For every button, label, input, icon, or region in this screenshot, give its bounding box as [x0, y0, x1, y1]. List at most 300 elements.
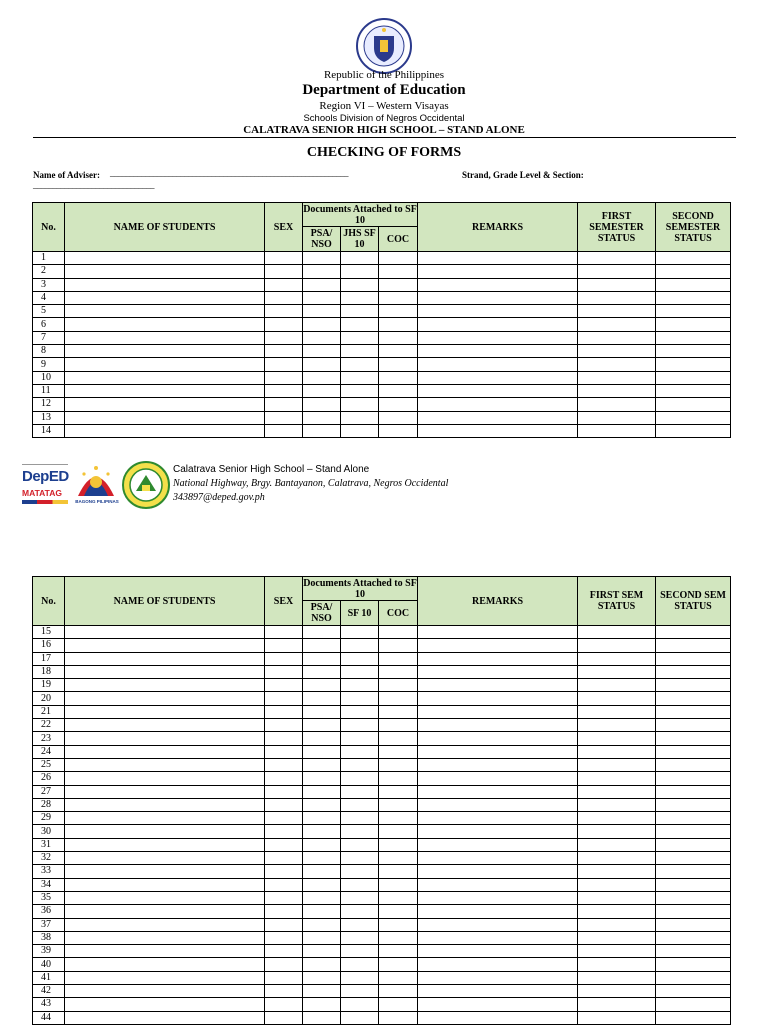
blank-cell[interactable] — [65, 998, 265, 1011]
blank-cell[interactable] — [379, 411, 418, 424]
blank-cell[interactable] — [418, 838, 578, 851]
blank-cell[interactable] — [379, 852, 418, 865]
blank-cell[interactable] — [379, 785, 418, 798]
blank-cell[interactable] — [656, 358, 731, 371]
blank-cell[interactable] — [303, 825, 341, 838]
blank-cell[interactable] — [65, 692, 265, 705]
blank-cell[interactable] — [65, 745, 265, 758]
blank-cell[interactable] — [341, 331, 379, 344]
blank-cell[interactable] — [656, 958, 731, 971]
blank-cell[interactable] — [578, 772, 656, 785]
blank-cell[interactable] — [578, 838, 656, 851]
blank-cell[interactable] — [379, 639, 418, 652]
blank-cell[interactable] — [418, 331, 578, 344]
blank-cell[interactable] — [379, 626, 418, 639]
blank-cell[interactable] — [341, 411, 379, 424]
blank-cell[interactable] — [65, 411, 265, 424]
blank-cell[interactable] — [379, 305, 418, 318]
blank-cell[interactable] — [65, 679, 265, 692]
blank-cell[interactable] — [303, 345, 341, 358]
blank-cell[interactable] — [65, 305, 265, 318]
blank-cell[interactable] — [265, 985, 303, 998]
blank-cell[interactable] — [379, 918, 418, 931]
blank-cell[interactable] — [578, 918, 656, 931]
blank-cell[interactable] — [303, 905, 341, 918]
blank-cell[interactable] — [65, 825, 265, 838]
blank-cell[interactable] — [578, 812, 656, 825]
blank-cell[interactable] — [418, 278, 578, 291]
blank-cell[interactable] — [578, 958, 656, 971]
blank-cell[interactable] — [341, 318, 379, 331]
blank-cell[interactable] — [265, 305, 303, 318]
blank-cell[interactable] — [303, 665, 341, 678]
blank-cell[interactable] — [656, 825, 731, 838]
blank-cell[interactable] — [656, 905, 731, 918]
blank-cell[interactable] — [265, 865, 303, 878]
blank-cell[interactable] — [578, 985, 656, 998]
blank-cell[interactable] — [65, 732, 265, 745]
blank-cell[interactable] — [379, 905, 418, 918]
blank-cell[interactable] — [379, 705, 418, 718]
blank-cell[interactable] — [656, 985, 731, 998]
blank-cell[interactable] — [656, 745, 731, 758]
blank-cell[interactable] — [656, 411, 731, 424]
blank-cell[interactable] — [656, 971, 731, 984]
blank-cell[interactable] — [265, 1011, 303, 1024]
blank-cell[interactable] — [303, 318, 341, 331]
blank-cell[interactable] — [578, 719, 656, 732]
blank-cell[interactable] — [65, 891, 265, 904]
blank-cell[interactable] — [418, 252, 578, 265]
blank-cell[interactable] — [65, 905, 265, 918]
blank-cell[interactable] — [379, 812, 418, 825]
blank-cell[interactable] — [656, 732, 731, 745]
blank-cell[interactable] — [379, 985, 418, 998]
blank-cell[interactable] — [341, 1011, 379, 1024]
blank-cell[interactable] — [578, 692, 656, 705]
blank-cell[interactable] — [265, 679, 303, 692]
blank-cell[interactable] — [265, 265, 303, 278]
blank-cell[interactable] — [303, 384, 341, 397]
blank-cell[interactable] — [303, 878, 341, 891]
blank-cell[interactable] — [656, 812, 731, 825]
blank-cell[interactable] — [578, 945, 656, 958]
blank-cell[interactable] — [265, 639, 303, 652]
blank-cell[interactable] — [65, 291, 265, 304]
blank-cell[interactable] — [379, 931, 418, 944]
blank-cell[interactable] — [379, 371, 418, 384]
blank-cell[interactable] — [656, 252, 731, 265]
blank-cell[interactable] — [65, 424, 265, 437]
blank-cell[interactable] — [656, 865, 731, 878]
blank-cell[interactable] — [65, 345, 265, 358]
blank-cell[interactable] — [65, 626, 265, 639]
blank-cell[interactable] — [65, 798, 265, 811]
blank-cell[interactable] — [656, 945, 731, 958]
blank-cell[interactable] — [379, 891, 418, 904]
blank-cell[interactable] — [303, 411, 341, 424]
blank-cell[interactable] — [418, 652, 578, 665]
blank-cell[interactable] — [418, 265, 578, 278]
blank-cell[interactable] — [578, 785, 656, 798]
blank-cell[interactable] — [656, 798, 731, 811]
blank-cell[interactable] — [578, 652, 656, 665]
blank-cell[interactable] — [418, 812, 578, 825]
blank-cell[interactable] — [656, 852, 731, 865]
blank-cell[interactable] — [418, 679, 578, 692]
blank-cell[interactable] — [303, 931, 341, 944]
blank-cell[interactable] — [265, 692, 303, 705]
blank-cell[interactable] — [65, 1011, 265, 1024]
blank-cell[interactable] — [578, 732, 656, 745]
blank-cell[interactable] — [578, 252, 656, 265]
blank-cell[interactable] — [379, 679, 418, 692]
blank-cell[interactable] — [656, 371, 731, 384]
blank-cell[interactable] — [379, 838, 418, 851]
blank-cell[interactable] — [418, 424, 578, 437]
blank-cell[interactable] — [418, 291, 578, 304]
blank-cell[interactable] — [341, 278, 379, 291]
blank-cell[interactable] — [418, 732, 578, 745]
blank-cell[interactable] — [418, 878, 578, 891]
blank-cell[interactable] — [418, 745, 578, 758]
blank-cell[interactable] — [578, 384, 656, 397]
blank-cell[interactable] — [265, 758, 303, 771]
blank-cell[interactable] — [418, 945, 578, 958]
blank-cell[interactable] — [656, 626, 731, 639]
blank-cell[interactable] — [418, 705, 578, 718]
blank-cell[interactable] — [265, 291, 303, 304]
blank-cell[interactable] — [379, 424, 418, 437]
blank-cell[interactable] — [265, 345, 303, 358]
blank-cell[interactable] — [656, 265, 731, 278]
blank-cell[interactable] — [656, 345, 731, 358]
blank-cell[interactable] — [265, 411, 303, 424]
blank-cell[interactable] — [341, 398, 379, 411]
blank-cell[interactable] — [303, 891, 341, 904]
blank-cell[interactable] — [379, 291, 418, 304]
blank-cell[interactable] — [418, 358, 578, 371]
blank-cell[interactable] — [65, 652, 265, 665]
blank-cell[interactable] — [65, 665, 265, 678]
blank-cell[interactable] — [656, 305, 731, 318]
blank-cell[interactable] — [379, 732, 418, 745]
blank-cell[interactable] — [341, 825, 379, 838]
blank-cell[interactable] — [341, 626, 379, 639]
blank-cell[interactable] — [341, 384, 379, 397]
blank-cell[interactable] — [265, 318, 303, 331]
blank-cell[interactable] — [265, 371, 303, 384]
blank-cell[interactable] — [418, 398, 578, 411]
blank-cell[interactable] — [418, 918, 578, 931]
blank-cell[interactable] — [379, 798, 418, 811]
blank-cell[interactable] — [418, 772, 578, 785]
blank-cell[interactable] — [656, 705, 731, 718]
blank-cell[interactable] — [341, 424, 379, 437]
blank-cell[interactable] — [418, 719, 578, 732]
blank-cell[interactable] — [265, 719, 303, 732]
blank-cell[interactable] — [303, 865, 341, 878]
blank-cell[interactable] — [418, 798, 578, 811]
blank-cell[interactable] — [379, 971, 418, 984]
blank-cell[interactable] — [578, 998, 656, 1011]
blank-cell[interactable] — [418, 958, 578, 971]
blank-cell[interactable] — [379, 265, 418, 278]
blank-cell[interactable] — [379, 331, 418, 344]
blank-cell[interactable] — [265, 971, 303, 984]
blank-cell[interactable] — [265, 812, 303, 825]
blank-cell[interactable] — [341, 652, 379, 665]
blank-cell[interactable] — [65, 278, 265, 291]
blank-cell[interactable] — [418, 985, 578, 998]
blank-cell[interactable] — [341, 358, 379, 371]
blank-cell[interactable] — [379, 384, 418, 397]
blank-cell[interactable] — [65, 358, 265, 371]
blank-cell[interactable] — [418, 905, 578, 918]
blank-cell[interactable] — [578, 265, 656, 278]
blank-cell[interactable] — [656, 785, 731, 798]
blank-cell[interactable] — [578, 905, 656, 918]
blank-cell[interactable] — [341, 891, 379, 904]
blank-cell[interactable] — [379, 825, 418, 838]
blank-cell[interactable] — [418, 852, 578, 865]
blank-cell[interactable] — [578, 745, 656, 758]
blank-cell[interactable] — [65, 371, 265, 384]
blank-cell[interactable] — [265, 945, 303, 958]
blank-cell[interactable] — [341, 878, 379, 891]
blank-cell[interactable] — [303, 278, 341, 291]
blank-cell[interactable] — [656, 878, 731, 891]
blank-cell[interactable] — [578, 891, 656, 904]
blank-cell[interactable] — [341, 945, 379, 958]
blank-cell[interactable] — [379, 945, 418, 958]
blank-cell[interactable] — [578, 852, 656, 865]
blank-cell[interactable] — [578, 318, 656, 331]
blank-cell[interactable] — [303, 971, 341, 984]
blank-cell[interactable] — [65, 331, 265, 344]
blank-cell[interactable] — [341, 772, 379, 785]
blank-cell[interactable] — [303, 652, 341, 665]
blank-cell[interactable] — [303, 692, 341, 705]
blank-cell[interactable] — [418, 665, 578, 678]
blank-cell[interactable] — [341, 905, 379, 918]
blank-cell[interactable] — [578, 758, 656, 771]
blank-cell[interactable] — [379, 345, 418, 358]
blank-cell[interactable] — [418, 345, 578, 358]
blank-cell[interactable] — [418, 785, 578, 798]
blank-cell[interactable] — [418, 371, 578, 384]
blank-cell[interactable] — [65, 852, 265, 865]
blank-cell[interactable] — [578, 278, 656, 291]
blank-cell[interactable] — [578, 371, 656, 384]
blank-cell[interactable] — [656, 838, 731, 851]
blank-cell[interactable] — [578, 865, 656, 878]
blank-cell[interactable] — [341, 758, 379, 771]
blank-cell[interactable] — [303, 732, 341, 745]
blank-cell[interactable] — [379, 1011, 418, 1024]
blank-cell[interactable] — [265, 278, 303, 291]
blank-cell[interactable] — [65, 945, 265, 958]
blank-cell[interactable] — [418, 931, 578, 944]
blank-cell[interactable] — [656, 891, 731, 904]
blank-cell[interactable] — [265, 652, 303, 665]
blank-cell[interactable] — [656, 679, 731, 692]
blank-cell[interactable] — [303, 626, 341, 639]
blank-cell[interactable] — [418, 971, 578, 984]
blank-cell[interactable] — [303, 252, 341, 265]
blank-cell[interactable] — [656, 692, 731, 705]
blank-cell[interactable] — [65, 971, 265, 984]
blank-cell[interactable] — [578, 331, 656, 344]
blank-cell[interactable] — [341, 705, 379, 718]
blank-cell[interactable] — [303, 785, 341, 798]
blank-cell[interactable] — [303, 798, 341, 811]
blank-cell[interactable] — [656, 652, 731, 665]
blank-cell[interactable] — [265, 252, 303, 265]
blank-cell[interactable] — [341, 265, 379, 278]
blank-cell[interactable] — [341, 732, 379, 745]
blank-cell[interactable] — [65, 865, 265, 878]
blank-cell[interactable] — [656, 772, 731, 785]
blank-cell[interactable] — [578, 931, 656, 944]
blank-cell[interactable] — [303, 772, 341, 785]
blank-cell[interactable] — [341, 665, 379, 678]
blank-cell[interactable] — [303, 838, 341, 851]
blank-cell[interactable] — [578, 798, 656, 811]
blank-cell[interactable] — [379, 719, 418, 732]
blank-cell[interactable] — [65, 639, 265, 652]
blank-cell[interactable] — [656, 758, 731, 771]
blank-cell[interactable] — [65, 785, 265, 798]
blank-cell[interactable] — [656, 318, 731, 331]
blank-cell[interactable] — [418, 626, 578, 639]
blank-cell[interactable] — [303, 305, 341, 318]
blank-cell[interactable] — [656, 424, 731, 437]
blank-cell[interactable] — [578, 411, 656, 424]
blank-cell[interactable] — [303, 331, 341, 344]
blank-cell[interactable] — [65, 705, 265, 718]
blank-cell[interactable] — [578, 971, 656, 984]
blank-cell[interactable] — [379, 692, 418, 705]
blank-cell[interactable] — [578, 679, 656, 692]
blank-cell[interactable] — [341, 252, 379, 265]
blank-cell[interactable] — [265, 905, 303, 918]
blank-cell[interactable] — [418, 639, 578, 652]
blank-cell[interactable] — [578, 825, 656, 838]
blank-cell[interactable] — [303, 1011, 341, 1024]
blank-cell[interactable] — [65, 812, 265, 825]
blank-cell[interactable] — [379, 358, 418, 371]
blank-cell[interactable] — [265, 732, 303, 745]
blank-cell[interactable] — [578, 358, 656, 371]
blank-cell[interactable] — [379, 998, 418, 1011]
blank-cell[interactable] — [265, 998, 303, 1011]
blank-cell[interactable] — [303, 398, 341, 411]
blank-cell[interactable] — [303, 639, 341, 652]
blank-cell[interactable] — [303, 918, 341, 931]
blank-cell[interactable] — [341, 719, 379, 732]
blank-cell[interactable] — [303, 745, 341, 758]
blank-cell[interactable] — [265, 825, 303, 838]
blank-cell[interactable] — [656, 998, 731, 1011]
blank-cell[interactable] — [656, 331, 731, 344]
blank-cell[interactable] — [341, 918, 379, 931]
blank-cell[interactable] — [379, 958, 418, 971]
blank-cell[interactable] — [65, 918, 265, 931]
blank-cell[interactable] — [379, 665, 418, 678]
blank-cell[interactable] — [578, 639, 656, 652]
blank-cell[interactable] — [303, 852, 341, 865]
blank-cell[interactable] — [265, 878, 303, 891]
blank-cell[interactable] — [578, 1011, 656, 1024]
blank-cell[interactable] — [341, 745, 379, 758]
blank-cell[interactable] — [265, 891, 303, 904]
blank-cell[interactable] — [265, 384, 303, 397]
blank-cell[interactable] — [656, 398, 731, 411]
blank-cell[interactable] — [341, 998, 379, 1011]
blank-cell[interactable] — [656, 291, 731, 304]
blank-cell[interactable] — [578, 345, 656, 358]
blank-cell[interactable] — [418, 825, 578, 838]
blank-cell[interactable] — [578, 705, 656, 718]
blank-cell[interactable] — [265, 358, 303, 371]
blank-cell[interactable] — [341, 865, 379, 878]
blank-cell[interactable] — [265, 838, 303, 851]
blank-cell[interactable] — [341, 852, 379, 865]
blank-cell[interactable] — [265, 785, 303, 798]
blank-cell[interactable] — [656, 665, 731, 678]
blank-cell[interactable] — [65, 384, 265, 397]
blank-cell[interactable] — [341, 305, 379, 318]
blank-cell[interactable] — [265, 918, 303, 931]
blank-cell[interactable] — [65, 398, 265, 411]
blank-cell[interactable] — [379, 398, 418, 411]
blank-cell[interactable] — [303, 679, 341, 692]
blank-cell[interactable] — [265, 931, 303, 944]
blank-cell[interactable] — [341, 958, 379, 971]
blank-cell[interactable] — [341, 692, 379, 705]
blank-cell[interactable] — [303, 985, 341, 998]
blank-cell[interactable] — [303, 358, 341, 371]
blank-cell[interactable] — [578, 626, 656, 639]
blank-cell[interactable] — [303, 719, 341, 732]
blank-cell[interactable] — [303, 958, 341, 971]
blank-cell[interactable] — [303, 945, 341, 958]
blank-cell[interactable] — [265, 398, 303, 411]
blank-cell[interactable] — [578, 398, 656, 411]
blank-cell[interactable] — [341, 812, 379, 825]
blank-cell[interactable] — [656, 1011, 731, 1024]
blank-cell[interactable] — [418, 384, 578, 397]
blank-cell[interactable] — [656, 384, 731, 397]
blank-cell[interactable] — [341, 798, 379, 811]
blank-cell[interactable] — [65, 958, 265, 971]
blank-cell[interactable] — [341, 291, 379, 304]
blank-cell[interactable] — [341, 639, 379, 652]
blank-cell[interactable] — [418, 692, 578, 705]
blank-cell[interactable] — [379, 865, 418, 878]
blank-cell[interactable] — [303, 998, 341, 1011]
blank-cell[interactable] — [578, 291, 656, 304]
blank-cell[interactable] — [65, 758, 265, 771]
blank-cell[interactable] — [418, 865, 578, 878]
blank-cell[interactable] — [265, 705, 303, 718]
blank-cell[interactable] — [656, 931, 731, 944]
blank-cell[interactable] — [65, 719, 265, 732]
blank-cell[interactable] — [656, 719, 731, 732]
blank-cell[interactable] — [341, 679, 379, 692]
blank-cell[interactable] — [65, 252, 265, 265]
